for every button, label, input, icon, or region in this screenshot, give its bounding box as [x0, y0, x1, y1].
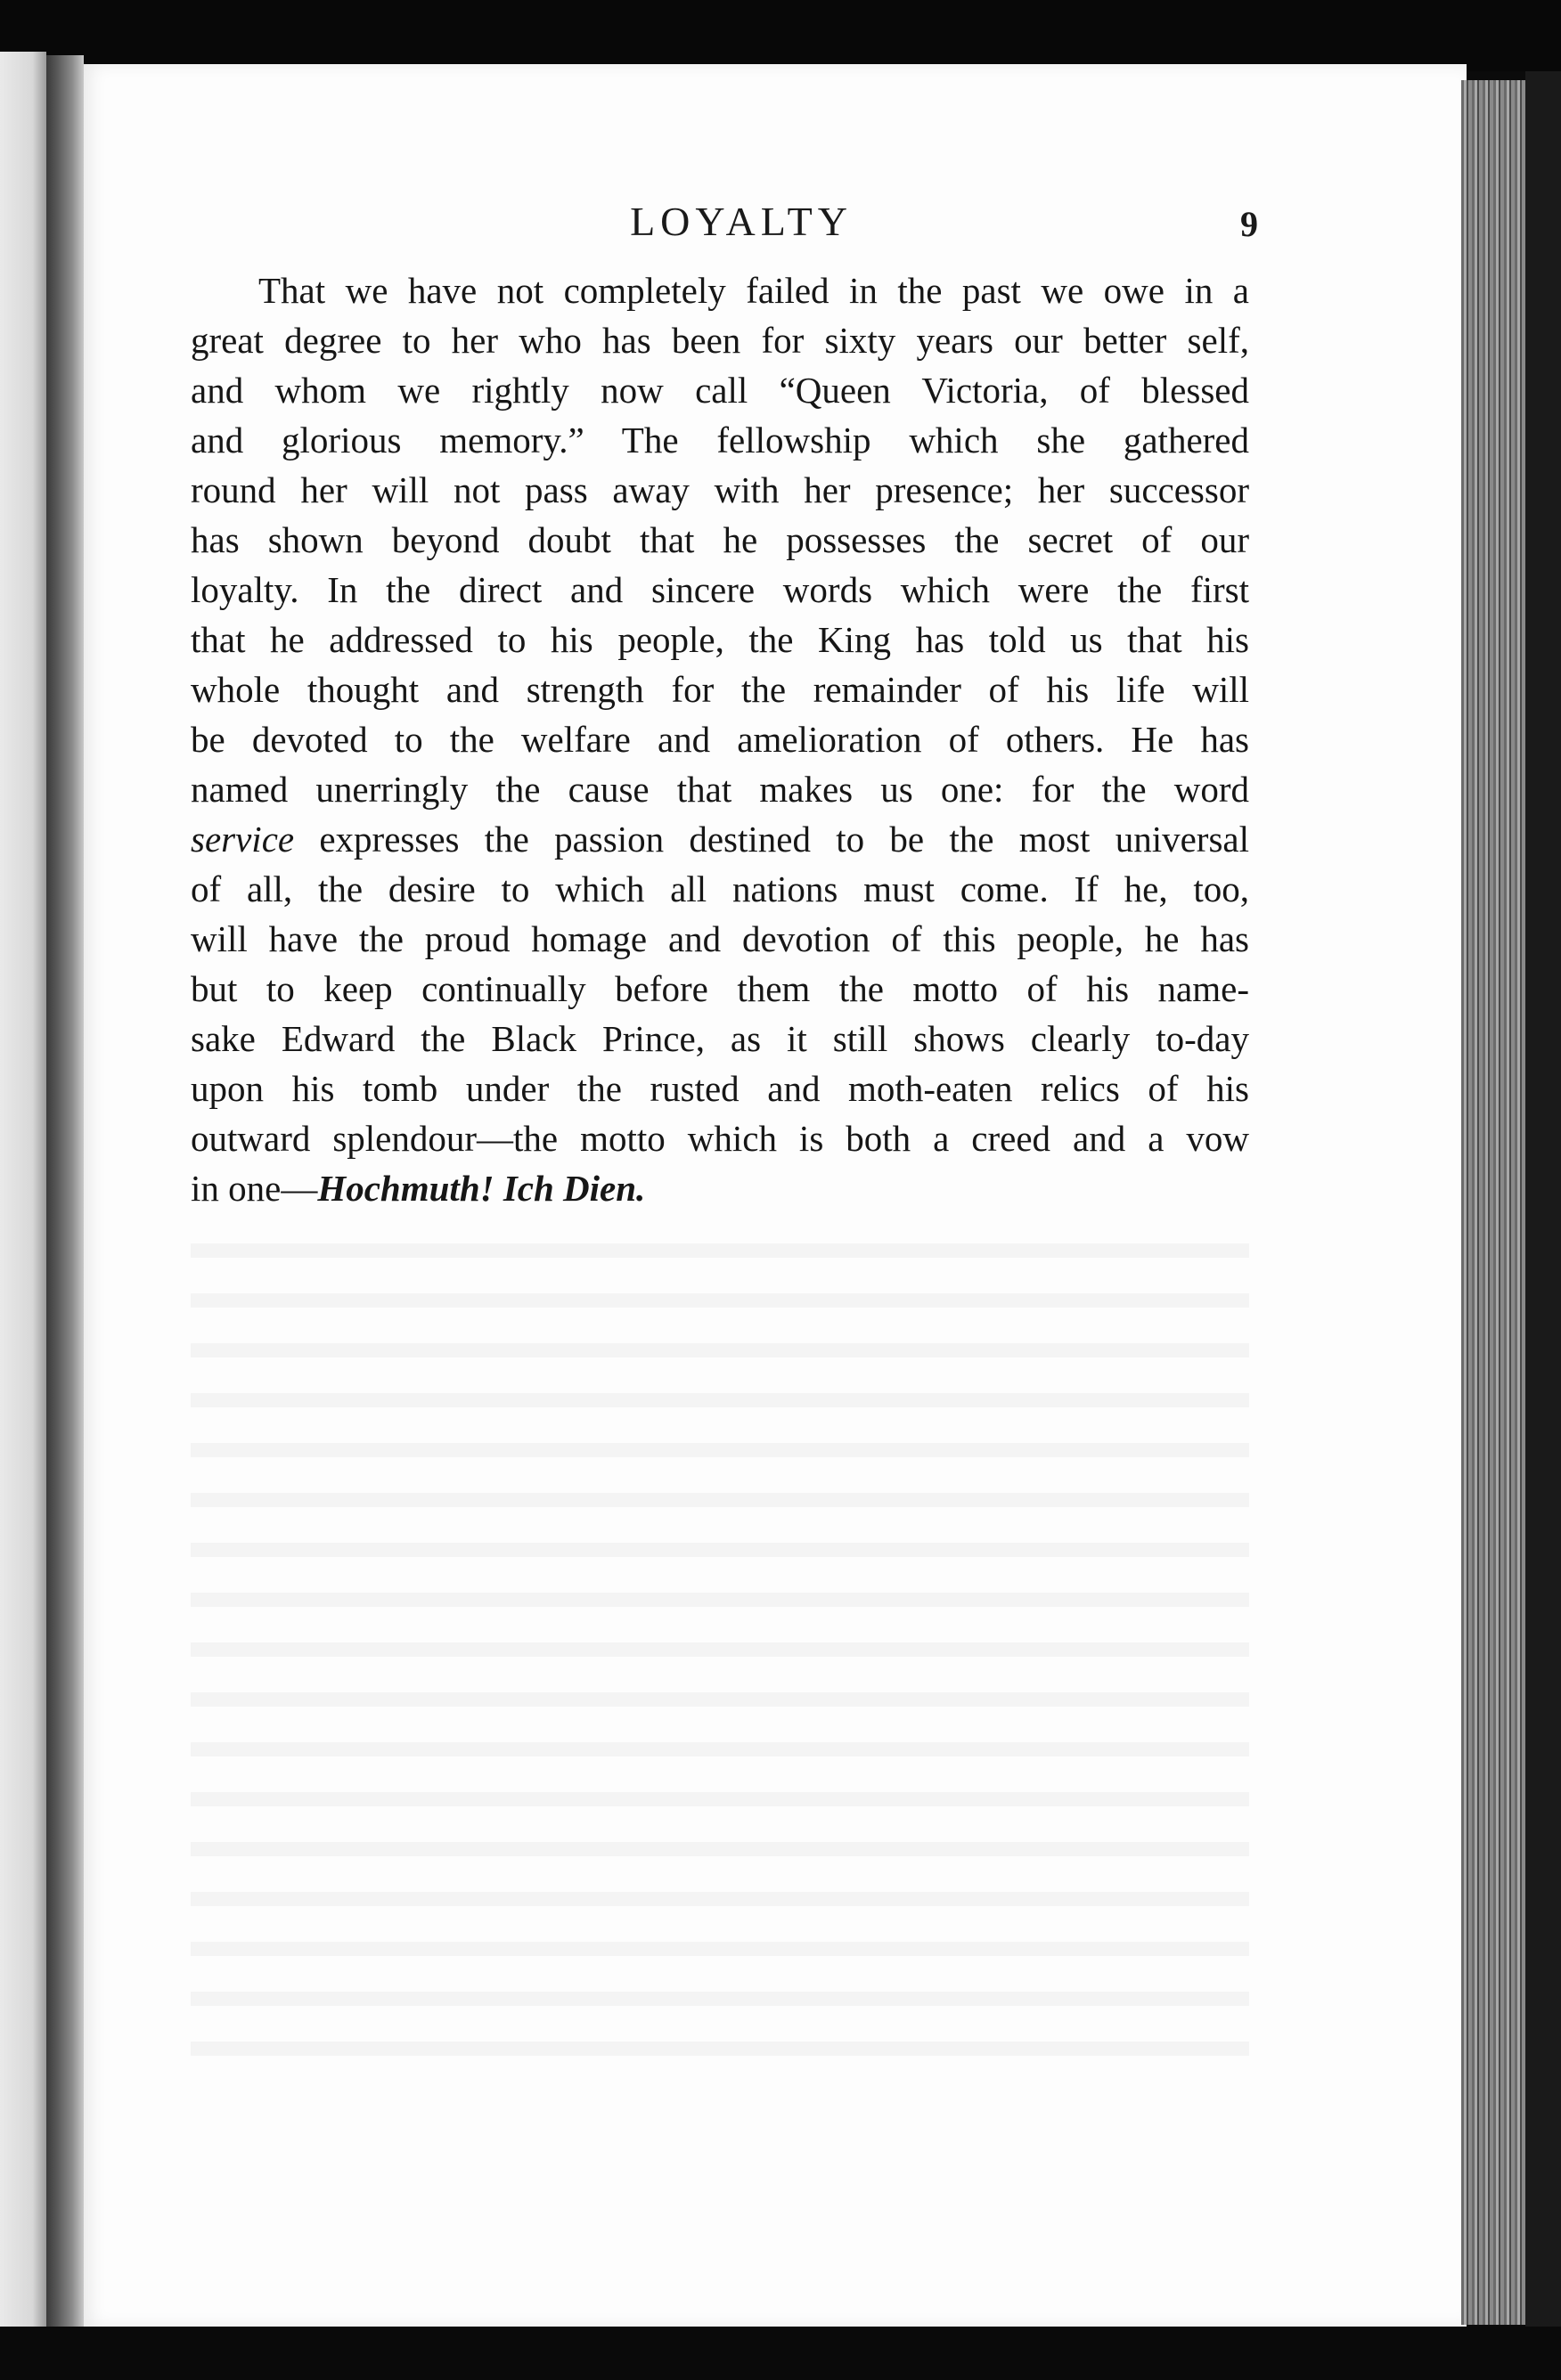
closing-motto: Hochmuth! Ich Dien.: [317, 1168, 646, 1209]
text-line: will have the proud homage and devotion of this people, he has: [191, 918, 1249, 959]
scan-background-top: [0, 0, 1561, 71]
scan-background-bottom: [0, 2327, 1561, 2380]
text-line: has shown beyond doubt that he possesses the secret of our: [191, 519, 1249, 560]
text-line: whole thought and strength for the remainder of his life will: [191, 669, 1249, 710]
text-line: great degree to her who has been for sixty years our better self,: [191, 320, 1249, 361]
text-line: and glorious memory.” The fellowship which she gathered: [191, 420, 1249, 461]
text-line-rest: expresses the passion destined to be the most universal: [319, 819, 1249, 860]
scan-background-right: [1525, 71, 1561, 2334]
closing-line: [191, 1163, 1249, 1213]
text-line: that he addressed to his people, the King has told us that his: [191, 619, 1249, 660]
running-head: [198, 198, 1258, 260]
text-line: of all, the desire to which all nations must come. If he, too,: [191, 868, 1249, 909]
body-text: [191, 265, 1249, 1213]
italic-word: service: [191, 819, 295, 860]
text-line: loyalty. In the direct and sincere words which were the first: [191, 569, 1249, 610]
running-title: LOYALTY: [630, 199, 853, 244]
text-line: outward splendour—the motto which is both a creed and a vow: [191, 1118, 1249, 1159]
book-gutter: [46, 55, 84, 2327]
page-number: 9: [1240, 204, 1258, 244]
text-line: but to keep continually before them the motto of his name-: [191, 968, 1249, 1009]
text-line: round her will not pass away with her presence; her successor: [191, 469, 1249, 510]
text-line: That we have not completely failed in the past we owe in a: [258, 270, 1249, 311]
text-line-with-italic: [191, 814, 1249, 864]
reverse-side-bleed-through: [191, 1211, 1249, 2084]
text-line: upon his tomb under the rusted and moth-eaten relics of his: [191, 1068, 1249, 1109]
text-line: named unerringly the cause that makes us one: for the word: [191, 769, 1249, 810]
facing-page-edge: [0, 52, 46, 2332]
text-line: and whom we rightly now call “Queen Victoria, of blessed: [191, 370, 1249, 411]
text-line: sake Edward the Black Prince, as it still shows clearly to-day: [191, 1018, 1249, 1059]
text-line: in one—: [191, 1168, 318, 1209]
page-leaf-edges: [1461, 80, 1525, 2325]
text-line: be devoted to the welfare and amelioration of others. He has: [191, 719, 1249, 760]
